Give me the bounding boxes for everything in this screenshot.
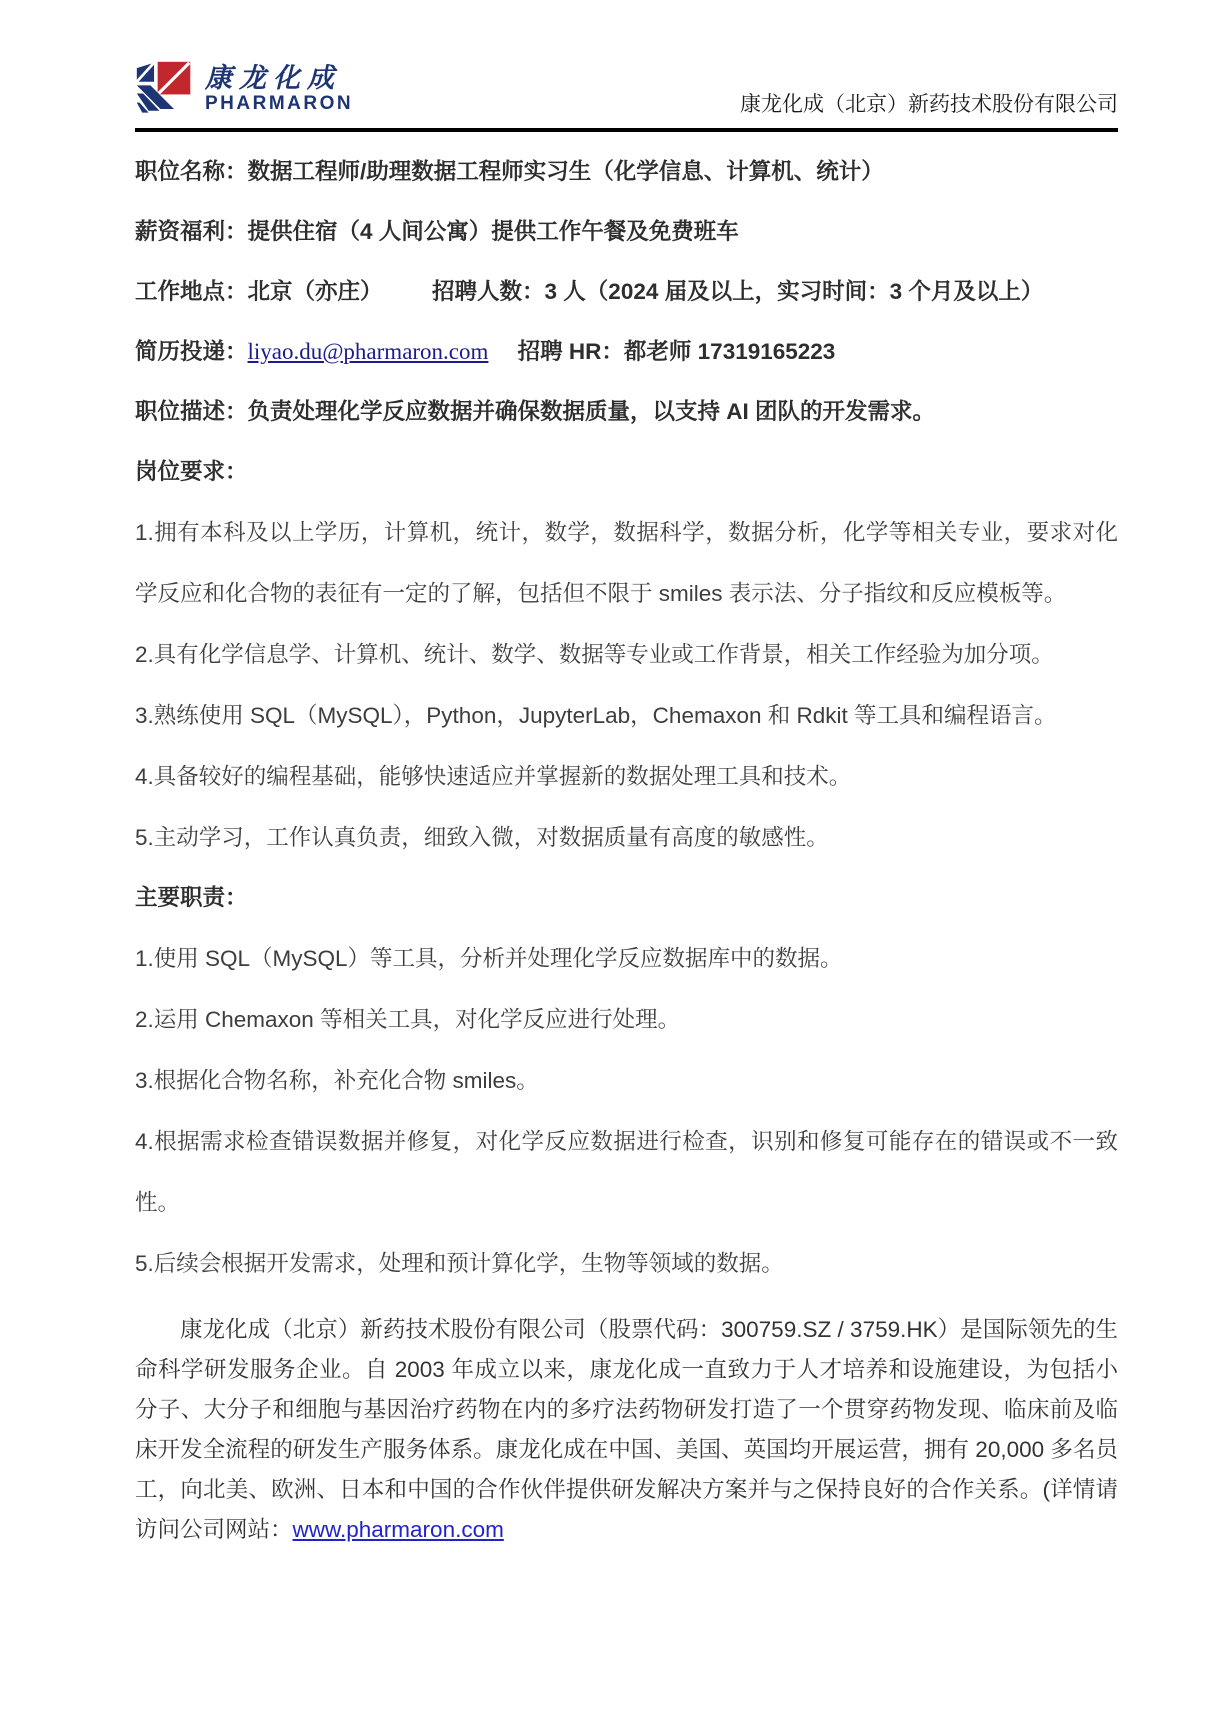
resume-email-link[interactable]: liyao.du@pharmaron.com [247,339,489,364]
resume-label: 简历投递： [135,339,248,364]
headcount-label: 招聘人数： [432,279,545,304]
logo-chinese-name: 康龙化成 [205,62,341,93]
description-value: 负责处理化学反应数据并确保数据质量，以支持 AI 团队的开发需求。 [247,399,936,424]
requirements-heading: 岗位要求： [135,459,248,484]
document-body [135,142,1118,1550]
responsibilities-heading: 主要职责： [135,885,248,910]
location-label: 工作地点： [135,279,248,304]
pharmaron-logo [135,58,353,120]
requirement-item: 5.主动学习，工作认真负责，细致入微，对数据质量有高度的敏感性。 [135,825,829,850]
pharmaron-logo-icon [135,58,193,120]
company-intro-paragraph [135,1310,1118,1550]
job-title-label: 职位名称： [135,159,248,184]
job-title-value: 数据工程师/助理数据工程师实习生（化学信息、计算机、统计） [247,159,884,184]
headcount-value: 3 人（2024 届及以上，实习时间：3 个月及以上） [544,279,1044,304]
job-title-line [135,142,1118,202]
requirement-item: 3.熟练使用 SQL（MySQL），Python，JupyterLab，Chemaxon 和 Rdkit 等工具和编程语言。 [135,703,1057,728]
responsibility-item: 2.运用 Chemaxon 等相关工具，对化学反应进行处理。 [135,1007,681,1032]
responsibility-item: 3.根据化合物名称，补充化合物 smiles。 [135,1068,539,1093]
description-label: 职位描述： [135,399,248,424]
company-website-link[interactable]: www.pharmaron.com [292,1517,504,1542]
hr-contact: 招聘 HR：都老师 17319165223 [517,339,836,364]
requirement-item: 1.拥有本科及以上学历，计算机，统计，数学，数据科学，数据分析，化学等相关专业，要求对化学反应和化合物的表征有一定的了解，包括但不限于 smiles 表示法、分子指纹和反应模板等。 [135,520,1118,606]
location-value: 北京（亦庄） [247,279,383,304]
requirement-item: 2.具有化学信息学、计算机、统计、数学、数据等专业或工作背景，相关工作经验为加分项。 [135,642,1054,667]
logo-wordmark [205,64,353,114]
salary-value: 提供住宿（4 人间公寓）提供工作午餐及免费班车 [247,219,739,244]
location-line [135,262,1118,322]
requirement-item: 4.具备较好的编程基础，能够快速适应并掌握新的数据处理工具和技术。 [135,764,852,789]
responsibility-item: 5.后续会根据开发需求，处理和预计算化学，生物等领域的数据。 [135,1251,784,1276]
page-header [135,58,1118,132]
salary-line [135,202,1118,262]
company-intro-text: 康龙化成（北京）新药技术股份有限公司（股票代码：300759.SZ / 3759.HK）是国际领先的生命科学研发服务企业。自 2003 年成立以来，康龙化成一直致力于人才培养和设施建设，为包括小分子、大分子和细胞与基因治疗药物在内的多疗法药物研发打造了一个贯穿药物发现、临床前及临床开发全流程的研发生产服务体系。康龙化成在中国、美国、英国均开展运营，拥有 20,000 多名员工，向北美、欧洲、日本和中国的合作伙伴提供研发解决方案并与之保持良好的合作关系。(详情请访问公司网站： [135,1317,1118,1542]
company-full-name: 康龙化成（北京）新药技术股份有限公司 [740,93,1118,116]
description-line [135,382,1118,442]
resume-line [135,322,1118,382]
logo-english-name: PHARMARON [205,93,354,115]
responsibility-item: 1.使用 SQL（MySQL）等工具，分析并处理化学反应数据库中的数据。 [135,946,843,971]
salary-label: 薪资福利： [135,219,248,244]
responsibility-item: 4.根据需求检查错误数据并修复，对化学反应数据进行检查，识别和修复可能存在的错误或不一致性。 [135,1129,1118,1215]
